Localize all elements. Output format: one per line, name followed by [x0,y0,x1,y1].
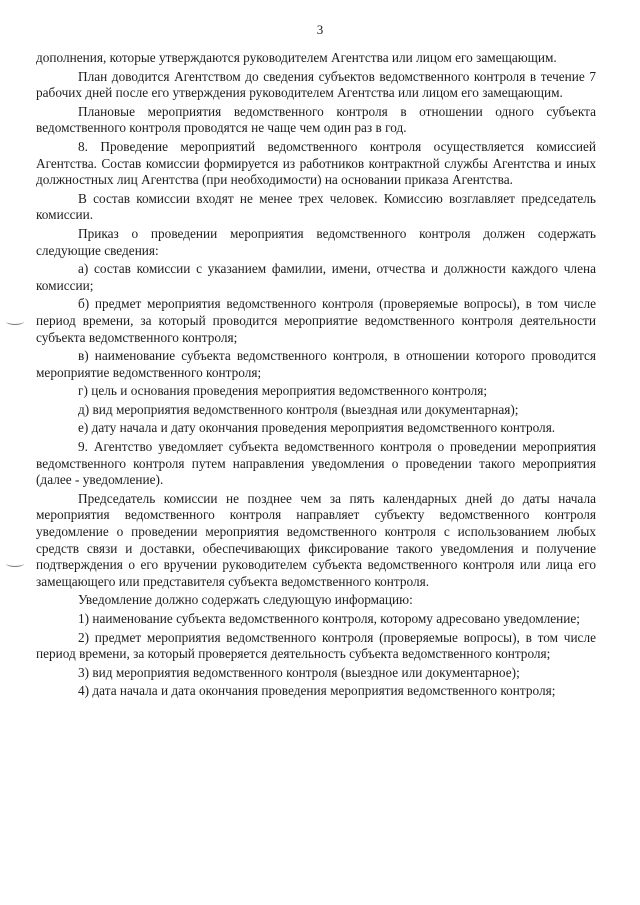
paragraph: 1) наименование субъекта ведомственного контроля, которому адресовано уведомление; [78,611,580,626]
document-body [36,50,596,702]
paragraph: План доводится Агентством до сведения субъектов ведомственного контроля в течение 7 рабочих дней после его утверждения руководителем Агентства или лицом его замещающим. [36,68,596,101]
paragraph: б) предмет мероприятия ведомственного контроля (проверяемые вопросы), в том числе период времени, за который проводится мероприятие ведомственного контроля деятельности субъекта ведомственного контроля; [36,296,596,345]
paragraph: а) состав комиссии с указанием фамилии, имени, отчества и должности каждого члена комиссии; [36,261,596,293]
paragraph: Плановые мероприятия ведомственного контроля в отношении одного субъекта ведомственного контроля проводятся не чаще чем один раз в год. [36,103,596,136]
paragraph: 4) дата начала и дата окончания проведения мероприятия ведомственного контроля; [78,683,556,699]
paragraph: 8. Проведение мероприятий ведомственного контроля осуществляется комиссией Агентства. Состав комиссии формируется из работников контрактной службы Агентства и иных должностных лиц Агентства (при необходимости) на основании приказа Агентства. [36,138,596,188]
paragraph: Уведомление должно содержать следующую информацию: [78,592,413,608]
paragraph: д) вид мероприятия ведомственного контроля (выездная или документарная); [78,401,519,417]
paragraph: е) дату начала и дату окончания проведения мероприятия ведомственного контроля. [78,420,556,436]
paragraph: 9. Агентство уведомляет субъекта ведомственного контроля о проведении мероприятия ведомственного контроля путем направления уведомления о проведении такого мероприятия (далее - уведомление). [36,439,596,488]
paragraph: 2) предмет мероприятия ведомственного контроля (проверяемые вопросы), в том числе период времени, за который проверяется деятельность субъекта ведомственного контроля; [36,629,596,662]
paragraph: в) наименование субъекта ведомственного контроля, в отношении которого проводится мероприятие ведомственного контроля; [36,348,596,380]
paragraph: В состав комиссии входят не менее трех человек. Комиссию возглавляет председатель комиссии. [36,190,596,223]
paragraph: 3) вид мероприятия ведомственного контроля (выездное или документарное); [78,664,520,680]
paragraph: Председатель комиссии не позднее чем за пять календарных дней до даты начала мероприятия ведомственного контроля направляет субъекту ведомственного контроля уведомление о проведении мероприятия ведомственного контроля с использованием любых средств связи и доставки, обеспечивающих фиксирование такого уведомления и получение подтверждения о его вручении руководителем субъекта ведомственного контроля или лица его замещающего или представителя субъекта ведомственного контроля. [36,490,596,589]
paragraph: Приказ о проведении мероприятия ведомственного контроля должен содержать следующие сведения: [36,225,596,258]
paragraph: дополнения, которые утверждаются руководителем Агентства или лицом его замещающим. [36,50,557,65]
margin-mark [6,318,24,325]
margin-mark [6,560,24,567]
page-number: 3 [316,22,324,37]
paragraph: г) цель и основания проведения мероприятия ведомственного контроля; [78,383,488,399]
